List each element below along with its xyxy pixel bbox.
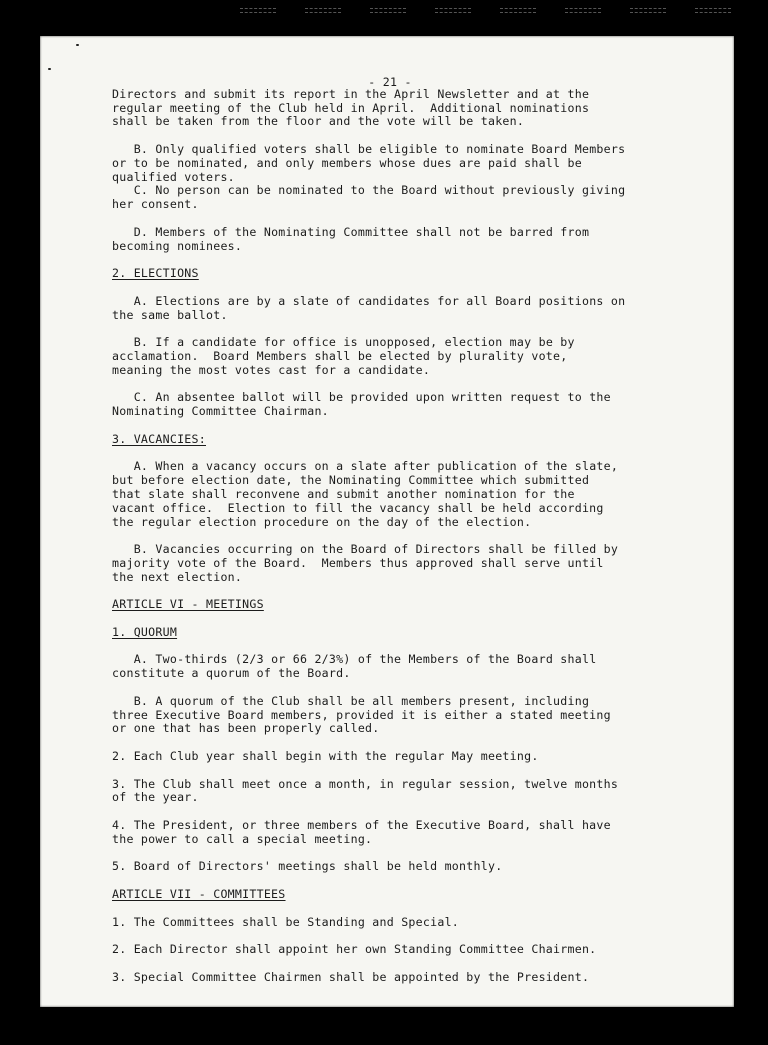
- paragraph-committees-1: 1. The Committees shall be Standing and Special.: [112, 914, 460, 929]
- border-tick: [435, 8, 471, 13]
- scan-speck: [48, 68, 51, 70]
- paragraph-elections-b: B. If a candidate for office is unopposed, election may be by acclamation. Board Members shall be elected by plurality vote, meaning the most votes cast for a candidate.: [112, 335, 575, 377]
- paragraph-special-meeting: 4. The President, or three members of the Executive Board, shall have the power to call a special meeting.: [112, 818, 611, 846]
- border-tick: [305, 8, 341, 13]
- paragraph-elections-c: C. An absentee ballot will be provided upon written request to the Nominating Committee Chairman.: [112, 390, 611, 419]
- article-heading-meetings: ARTICLE VI - MEETINGS: [112, 597, 264, 612]
- scan-border-ticks: [0, 0, 768, 20]
- paragraph-vacancies-a: A. When a vacancy occurs on a slate after publication of the slate, but before election date, the Nominating Committee which submitted that slate shall reconvene and submit another nomination for the vacant office. Election to fill the vacancy shall be held according the regular election procedure on the day of the election.: [112, 459, 619, 529]
- paragraph-vacancies-b: B. Vacancies occurring on the Board of Directors shall be filled by majority vote of the Board. Members thus approved shall serve until the next election.: [112, 542, 619, 584]
- border-tick: [695, 8, 731, 13]
- paragraph-quorum-b: B. A quorum of the Club shall be all members present, including three Executive Board members, provided it is either a stated meeting or one that has been properly called.: [112, 693, 611, 736]
- paragraph-quorum-a: A. Two-thirds (2/3 or 66 2/3%) of the Members of the Board shall constitute a quorum of the Board.: [112, 652, 597, 681]
- section-heading-elections: 2. ELECTIONS: [112, 266, 199, 281]
- border-tick: [565, 8, 601, 13]
- paragraph-monthly-meeting: 3. The Club shall meet once a month, in regular session, twelve months of the year.: [112, 776, 619, 805]
- page-content: [112, 76, 708, 998]
- paragraph-committees-2: 2. Each Director shall appoint her own Standing Committee Chairmen.: [112, 942, 597, 957]
- border-tick: [630, 8, 666, 13]
- section-heading-vacancies: 3. VACANCIES:: [112, 431, 206, 446]
- document-page: [40, 36, 734, 1007]
- paragraph-nominations-continued: Directors and submit its report in the April Newsletter and at the regular meeting of the Club held in April. Additional nominations shall be taken from the floor and the vote will be taken.: [112, 86, 590, 129]
- border-tick: [240, 8, 276, 13]
- section-heading-quorum: 1. QUORUM: [112, 624, 178, 639]
- paragraph-club-year: 2. Each Club year shall begin with the regular May meeting.: [112, 749, 539, 764]
- border-tick: [500, 8, 536, 13]
- paragraph-elections-a: A. Elections are by a slate of candidates for all Board positions on the same ballot.: [112, 293, 626, 322]
- article-heading-committees: ARTICLE VII - COMMITTEES: [112, 887, 286, 902]
- border-tick: [370, 8, 406, 13]
- paragraph-consent: C. No person can be nominated to the Board without previously giving her consent.: [112, 183, 626, 212]
- paragraph-nominating-committee: D. Members of the Nominating Committee shall not be barred from becoming nominees.: [112, 224, 590, 253]
- paragraph-committees-3: 3. Special Committee Chairmen shall be appointed by the President.: [112, 969, 590, 984]
- paragraph-qualified-voters: B. Only qualified voters shall be eligible to nominate Board Members or to be nominated, and only members whose dues are paid shall be qualified voters.: [112, 141, 626, 184]
- paragraph-board-meetings: 5. Board of Directors' meetings shall be held monthly.: [112, 859, 503, 874]
- page-number: - 21 -: [368, 75, 412, 89]
- scan-speck: [76, 44, 79, 46]
